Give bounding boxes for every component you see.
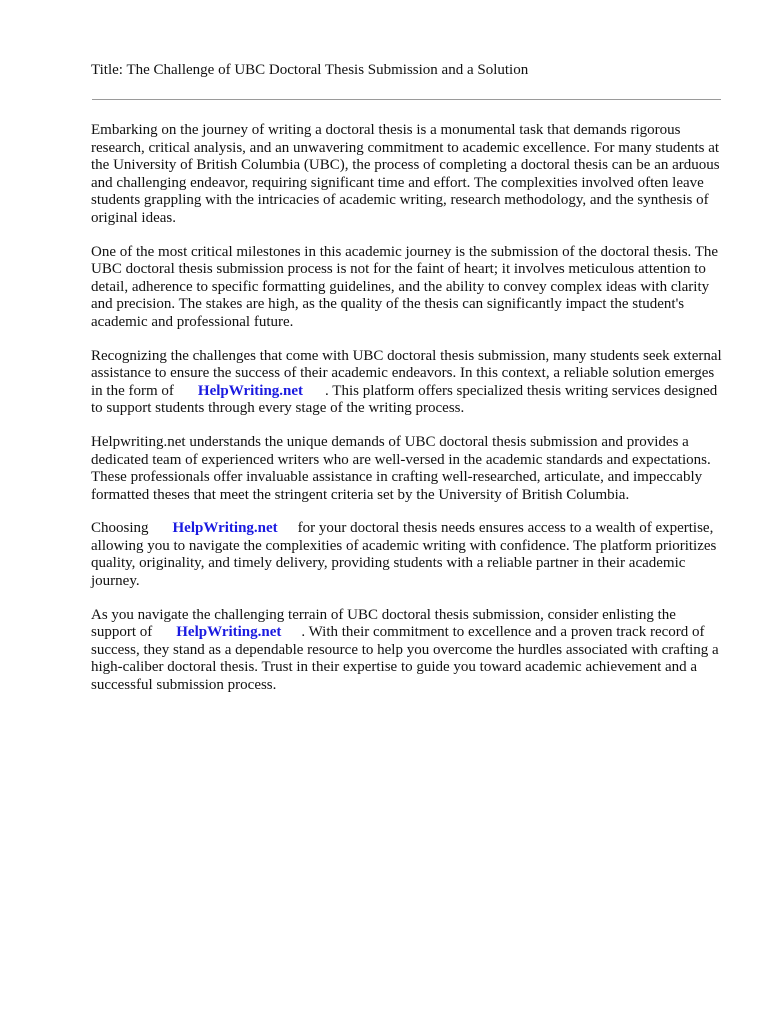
helpwriting-link-3[interactable]: HelpWriting.net <box>176 624 282 641</box>
paragraph-choosing-text-after: for your doctoral thesis needs ensures access to a wealth of expertise, allowing you to navigate the complexities of academic writing with confidence. The platform prioritizes quality, originality, and timely delivery, providing students with a reliable partner in their academic journey. <box>91 520 717 590</box>
paragraph-solution <box>91 348 722 418</box>
paragraph-choosing <box>91 520 722 590</box>
title-divider <box>92 99 721 100</box>
paragraph-intro: Embarking on the journey of writing a doctoral thesis is a monumental task that demands rigorous research, critical analysis, and an unwavering commitment to academic excellence. For many students at the University of British Columbia (UBC), the process of completing a doctoral thesis can be an arduous and challenging endeavor, requiring significant time and effort. The complexities involved often leave students grappling with the intricacies of academic writing, research methodology, and the synthesis of original ideas. <box>91 122 720 226</box>
paragraph-conclusion-text-before: As you navigate the challenging terrain of UBC doctoral thesis submission, consider enlisting the support of <box>91 606 676 641</box>
paragraph-solution-text-before: Recognizing the challenges that come with UBC doctoral thesis submission, many students seek external assistance to ensure the success of their academic endeavors. In this context, a reliable solution emerges in the form of <box>91 347 722 399</box>
paragraph-milestone: One of the most critical milestones in this academic journey is the submission of the doctoral thesis. The UBC doctoral thesis submission process is not for the faint of heart; it involves meticulous attention to detail, adherence to specific formatting guidelines, and the ability to convey complex ideas with clarity and precision. The stakes are high, as the quality of the thesis can significantly impact the student's academic and professional future. <box>91 243 719 330</box>
document-page <box>91 60 722 711</box>
paragraph-choosing-text-before: Choosing <box>91 520 149 537</box>
document-title: Title: The Challenge of UBC Doctoral Thesis Submission and a Solution <box>91 62 529 78</box>
paragraph-team: Helpwriting.net understands the unique demands of UBC doctoral thesis submission and provides a dedicated team of experienced writers who are well-versed in the academic standards and expectations. These professionals offer invaluable assistance in crafting well-researched, articulate, and impeccably formatted theses that meet the stringent criteria set by the University of British Columbia. <box>91 433 711 503</box>
paragraph-conclusion <box>91 607 722 695</box>
document-body <box>91 122 722 695</box>
helpwriting-link-2[interactable]: HelpWriting.net <box>172 520 278 537</box>
paragraph-solution-text-after: . This platform offers specialized thesis writing services designed to support students through every stage of the writing process. <box>91 382 718 417</box>
helpwriting-link-1[interactable]: HelpWriting.net <box>197 382 304 399</box>
paragraph-conclusion-text-after: . With their commitment to excellence and a proven track record of success, they stand as a dependable resource to help you overcome the hurdles associated with crafting a high-caliber doctoral thesis. Trust in their expertise to guide you toward academic achievement and a successful submission process. <box>91 624 719 694</box>
